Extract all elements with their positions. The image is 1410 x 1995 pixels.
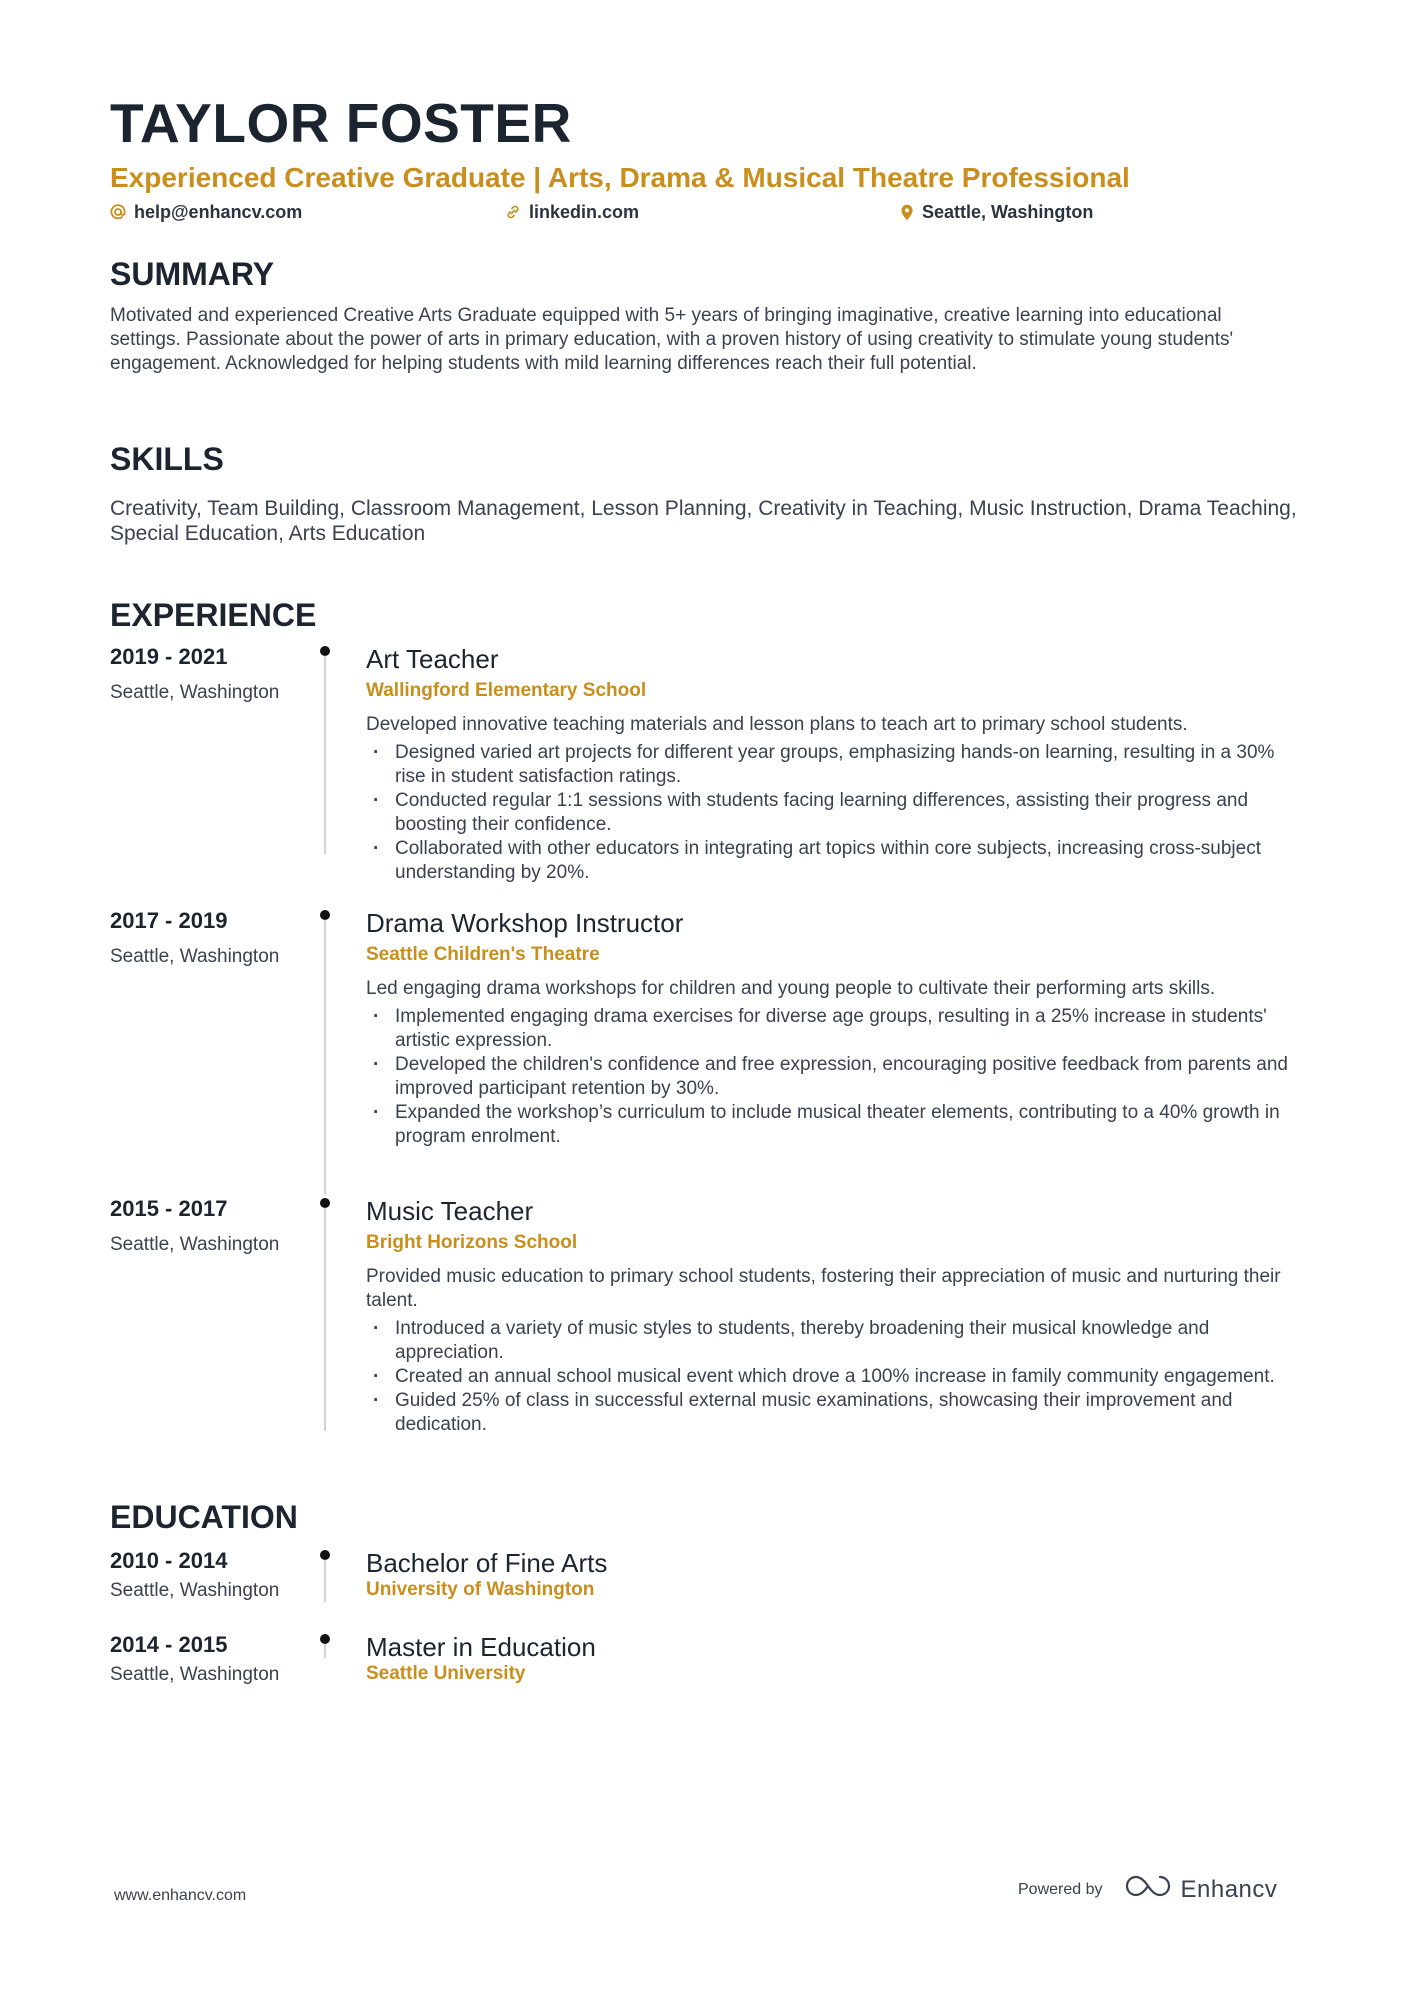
entry-description: Developed innovative teaching materials and lesson plans to teach art to primary school students. bbox=[366, 714, 1188, 735]
entry-period: 2015 - 2017 bbox=[110, 1196, 228, 1221]
list-item: · Introduced a variety of music styles to students, thereby broadening their musical knowledge and appreciation. bbox=[366, 1317, 1306, 1365]
list-item: · Designed varied art projects for different year groups, emphasizing hands-on learning, resulting in a 30% rise in student satisfaction ratings. bbox=[366, 741, 1306, 789]
entry-body bbox=[366, 908, 1306, 1149]
entry-description: Provided music education to primary school students, fostering their appreciation of music and nurturing their talent. bbox=[366, 1266, 1281, 1311]
experience-heading: EXPERIENCE bbox=[110, 597, 317, 633]
location-pin-icon bbox=[900, 204, 914, 221]
contact-location bbox=[900, 202, 1093, 223]
timeline-dot bbox=[320, 1634, 330, 1644]
headline: Experienced Creative Graduate | Arts, Drama & Musical Theatre Professional bbox=[110, 162, 1130, 193]
contact-linkedin[interactable] bbox=[505, 202, 900, 223]
brand-name: Enhancv bbox=[1180, 1875, 1278, 1903]
entry-location: Seattle, Washington bbox=[110, 1580, 280, 1601]
entry-bullets bbox=[366, 741, 1306, 885]
contact-row bbox=[110, 202, 1310, 223]
entry-bullets bbox=[366, 1005, 1306, 1149]
entry-location: Seattle, Washington bbox=[110, 946, 280, 967]
link-icon bbox=[505, 204, 521, 220]
entry-role: Music Teacher bbox=[366, 1196, 534, 1226]
resume-page bbox=[110, 92, 1310, 1685]
entry-organization: Bright Horizons School bbox=[366, 1232, 578, 1253]
contact-email[interactable] bbox=[110, 202, 505, 223]
skills-heading: SKILLS bbox=[110, 441, 224, 477]
footer-branding bbox=[1018, 1874, 1277, 1905]
entry-degree: Bachelor of Fine Arts bbox=[366, 1548, 608, 1578]
at-icon bbox=[110, 204, 126, 220]
entry-period: 2014 - 2015 bbox=[110, 1632, 228, 1657]
entry-body bbox=[366, 1548, 1306, 1602]
list-item: · Conducted regular 1:1 sessions with students facing learning differences, assisting their progress and boosting their confidence. bbox=[366, 789, 1306, 837]
entry-location: Seattle, Washington bbox=[110, 1664, 280, 1685]
timeline-line bbox=[324, 1560, 326, 1602]
list-item: · Implemented engaging drama exercises for diverse age groups, resulting in a 25% increase in students' artistic expression. bbox=[366, 1005, 1306, 1053]
entry-school: University of Washington bbox=[366, 1579, 595, 1600]
summary-text: Motivated and experienced Creative Arts Graduate equipped with 5+ years of bringing imaginative, creative learning into educational settings. Passionate about the power of arts in primary education, with a proven history of using creativity to stimulate young students' engagement. Acknowledged for helping students with mild learning differences reach their full potential. bbox=[110, 305, 1234, 374]
timeline-line bbox=[324, 1208, 326, 1431]
list-item: · Created an annual school musical event which drove a 100% increase in family community engagement. bbox=[366, 1365, 1306, 1389]
entry-description: Led engaging drama workshops for children and young people to cultivate their performing arts skills. bbox=[366, 978, 1216, 999]
entry-organization: Seattle Children's Theatre bbox=[366, 944, 600, 965]
education-heading: EDUCATION bbox=[110, 1499, 298, 1535]
linkedin-text: linkedin.com bbox=[529, 201, 640, 222]
entry-bullets bbox=[366, 1317, 1306, 1437]
skills-text: Creativity, Team Building, Classroom Management, Lesson Planning, Creativity in Teaching, Music Instruction, Drama Teaching, Special Education, Arts Education bbox=[110, 497, 1297, 545]
entry-period: 2010 - 2014 bbox=[110, 1548, 228, 1573]
list-item: · Expanded the workshop’s curriculum to include musical theater elements, contributing to a 40% growth in program enrolment. bbox=[366, 1101, 1306, 1149]
timeline-dot bbox=[320, 1198, 330, 1208]
entry-body bbox=[366, 644, 1306, 885]
entry-organization: Wallingford Elementary School bbox=[366, 680, 647, 701]
timeline-line bbox=[324, 920, 326, 1194]
timeline-dot bbox=[320, 1550, 330, 1560]
timeline-line bbox=[324, 1644, 326, 1658]
entry-period: 2019 - 2021 bbox=[110, 644, 228, 669]
powered-by-label: Powered by bbox=[1018, 1880, 1103, 1898]
location-text: Seattle, Washington bbox=[922, 201, 1094, 222]
timeline-line bbox=[324, 656, 326, 854]
timeline-dot bbox=[320, 910, 330, 920]
entry-location: Seattle, Washington bbox=[110, 682, 280, 703]
summary-heading: SUMMARY bbox=[110, 256, 275, 292]
timeline-dot bbox=[320, 646, 330, 656]
candidate-name: TAYLOR FOSTER bbox=[110, 92, 572, 154]
infinity-logo-icon bbox=[1125, 1874, 1171, 1905]
entry-location: Seattle, Washington bbox=[110, 1234, 280, 1255]
entry-role: Drama Workshop Instructor bbox=[366, 908, 684, 938]
list-item: · Developed the children's confidence and free expression, encouraging positive feedback from parents and improved participant retention by 30%. bbox=[366, 1053, 1306, 1101]
footer-website-link[interactable]: www.enhancv.com bbox=[114, 1887, 247, 1904]
list-item: · Guided 25% of class in successful external music examinations, showcasing their improvement and dedication. bbox=[366, 1389, 1306, 1437]
email-text: help@enhancv.com bbox=[134, 201, 303, 222]
entry-body bbox=[366, 1632, 1306, 1686]
entry-period: 2017 - 2019 bbox=[110, 908, 228, 933]
brand-logo[interactable] bbox=[1125, 1874, 1278, 1905]
entry-body bbox=[366, 1196, 1306, 1437]
list-item: · Collaborated with other educators in integrating art topics within core subjects, increasing cross-subject understanding by 20%. bbox=[366, 837, 1306, 885]
entry-role: Art Teacher bbox=[366, 644, 499, 674]
entry-school: Seattle University bbox=[366, 1663, 526, 1684]
entry-degree: Master in Education bbox=[366, 1632, 596, 1662]
